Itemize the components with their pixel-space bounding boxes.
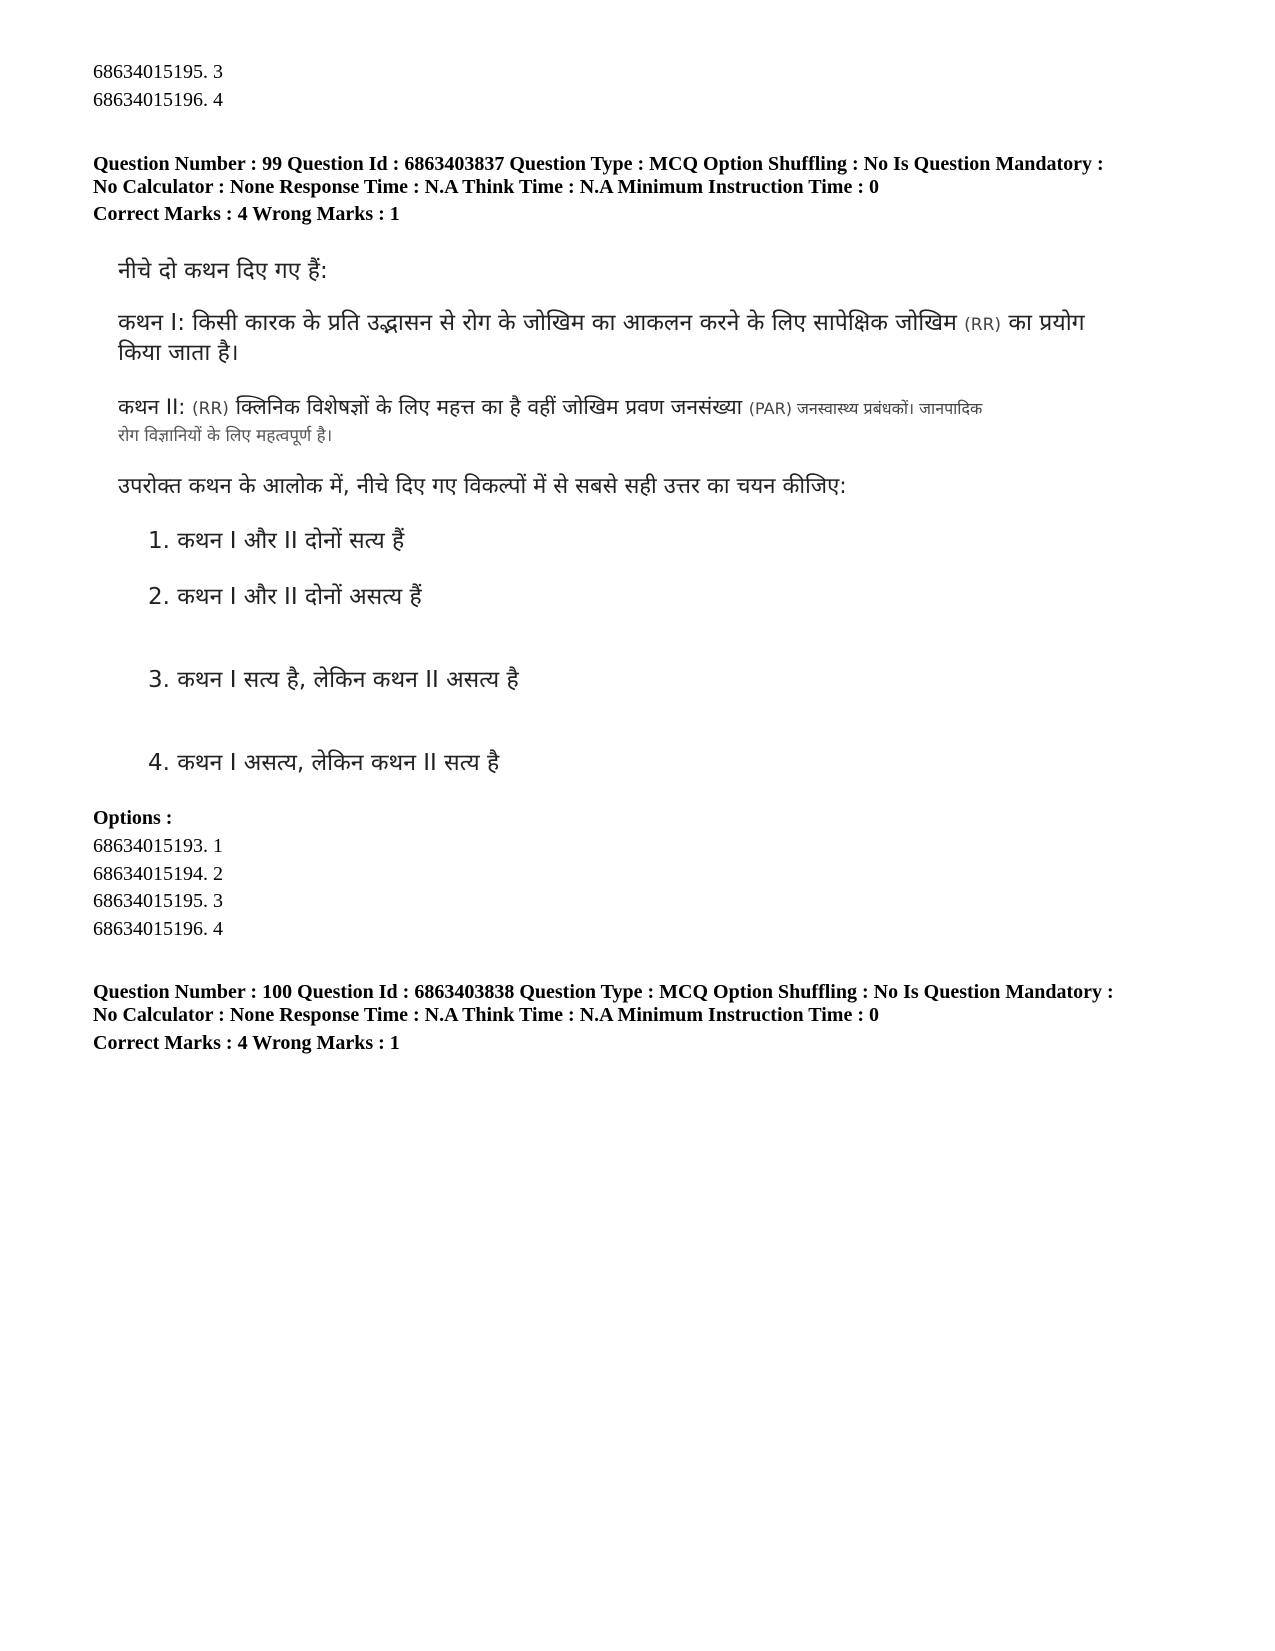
choice-3: 3. कथन I सत्य है, लेकिन कथन II असत्य है	[148, 667, 519, 693]
choice-1: 1. कथन I और II दोनों सत्य हैं	[148, 528, 405, 554]
statement-1-line2: किया जाता है।	[118, 340, 239, 366]
option-line: 68634015195. 3	[93, 61, 223, 83]
par-text: (PAR) जनस्वास्थ्य प्रबंधकों। जानपादिक	[748, 399, 983, 418]
option-line: 68634015193. 1	[93, 835, 223, 857]
question-marks: Correct Marks : 4 Wrong Marks : 1	[93, 203, 400, 225]
option-line: 68634015195. 3	[93, 890, 223, 912]
question-meta-line2: No Calculator : None Response Time : N.A Think Time : N.A Minimum Instruction Time : 0	[93, 1004, 879, 1026]
option-line: 68634015196. 4	[93, 918, 223, 940]
option-line: 68634015196. 4	[93, 89, 223, 111]
statement-2-line1	[118, 392, 982, 424]
statement-1-line1	[118, 308, 1085, 340]
rr-abbrev: (RR)	[192, 399, 229, 419]
question-meta-line2: No Calculator : None Response Time : N.A Think Time : N.A Minimum Instruction Time : 0	[93, 176, 879, 198]
question-meta-line1: Question Number : 99 Question Id : 6863403837 Question Type : MCQ Option Shuffling : No Is Question Mandatory :	[93, 153, 1104, 175]
question-marks: Correct Marks : 4 Wrong Marks : 1	[93, 1032, 400, 1054]
option-line: 68634015194. 2	[93, 863, 223, 885]
statement-2-label: कथन II:	[118, 395, 186, 419]
choice-2: 2. कथन I और II दोनों असत्य हैं	[148, 584, 422, 610]
choice-4: 4. कथन I असत्य, लेकिन कथन II सत्य है	[148, 750, 500, 776]
statement-1-text-end: का प्रयोग	[1008, 310, 1085, 336]
question-intro: नीचे दो कथन दिए गए हैं:	[118, 258, 328, 284]
question-meta-line1: Question Number : 100 Question Id : 6863403838 Question Type : MCQ Option Shuffling : No Is Question Mandatory :	[93, 981, 1114, 1003]
statement-2-text: क्लिनिक विशेषज्ञों के लिए महत्त का है वहीं जोखिम प्रवण जनसंख्या	[235, 395, 743, 419]
statement-2-line2: रोग विज्ञानियों के लिए महत्वपूर्ण है।	[118, 426, 333, 446]
options-label: Options :	[93, 807, 173, 829]
rr-abbrev: (RR)	[964, 315, 1002, 335]
statement-1-text: कथन I: किसी कारक के प्रति उद्भासन से रोग के जोखिम का आकलन करने के लिए सापेक्षिक जोखिम	[118, 310, 957, 336]
instruction-text: उपरोक्त कथन के आलोक में, नीचे दिए गए विकल्पों में से सबसे सही उत्तर का चयन कीजिए:	[118, 474, 847, 499]
